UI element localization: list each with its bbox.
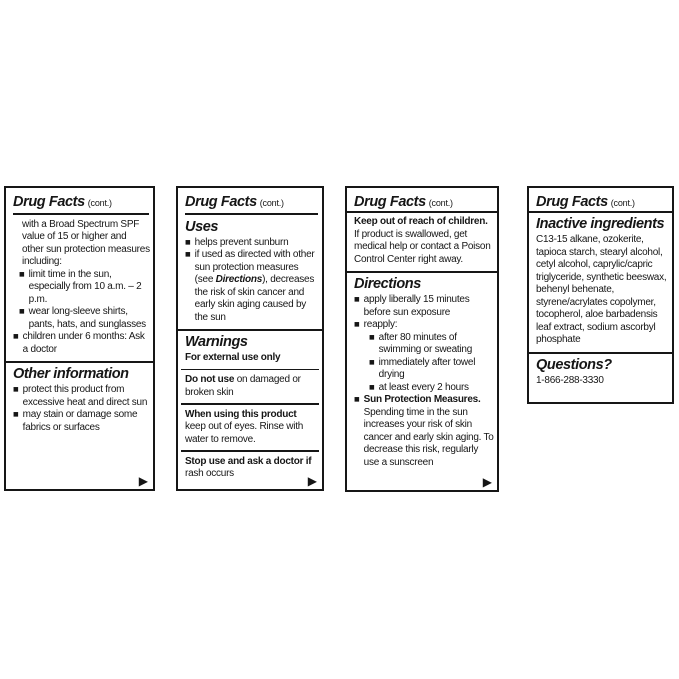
bullet-square-icon: ■ xyxy=(13,411,19,418)
drug-facts-cont-label: (cont.) xyxy=(428,198,453,208)
heading-rule xyxy=(529,211,672,213)
list-item-text: Sun Protection Measures. Spending time in the sun increases your risk of skin cancer and early skin aging. To decrease this risk, regularly use a sunscreen xyxy=(363,394,494,468)
when-using-text: When using this product keep out of eyes. Rinse with water to remove. xyxy=(185,408,304,445)
heading-rule xyxy=(185,213,318,215)
warnings-sub-divider xyxy=(181,403,319,405)
questions-phone-number: 1-866-288-3330 xyxy=(536,374,604,386)
bullet-square-icon: ■ xyxy=(354,321,360,328)
section-divider xyxy=(178,329,322,331)
drug-facts-heading xyxy=(347,188,497,211)
drug-facts-heading xyxy=(178,188,322,211)
continue-arrow-icon: ▶ xyxy=(482,474,492,489)
list-item xyxy=(347,294,497,319)
list-item xyxy=(347,394,497,469)
list-item xyxy=(178,237,322,250)
drug-facts-panel-1 xyxy=(4,186,155,491)
list-item-text: apply liberally 15 minutes before sun exposure xyxy=(363,294,470,318)
bullet-square-icon: ■ xyxy=(369,358,375,366)
list-item-text: if used as directed with other sun protection measures (see Directions), decreases the risk of skin cancer and early skin aging caused by the sun xyxy=(194,249,315,323)
drug-facts-panel-2 xyxy=(176,186,324,491)
other-information-heading: Other information xyxy=(13,366,129,382)
list-item xyxy=(347,382,497,395)
drug-facts-title: Drug Facts xyxy=(354,194,426,210)
do-not-use-text: Do not use on damaged or broken skin xyxy=(185,374,301,398)
list-item-text: protect this product from excessive heat and direct sun xyxy=(22,384,148,408)
section-divider xyxy=(6,361,153,363)
list-item-text: at least every 2 hours xyxy=(378,381,469,393)
list-item xyxy=(347,319,497,332)
warnings-sub-divider xyxy=(181,369,319,371)
stop-use-text: Stop use and ask a doctor if rash occurs xyxy=(185,455,312,479)
bullet-square-icon: ■ xyxy=(354,296,360,303)
continue-arrow-icon: ▶ xyxy=(138,473,148,488)
directions-reference: Directions xyxy=(215,274,263,285)
keep-out-of-reach-text: Keep out of reach of children. If product is swallowed, get medical help or contact a Poison Control Center right away. xyxy=(354,216,491,265)
drug-facts-heading xyxy=(529,188,672,211)
list-item xyxy=(6,409,153,434)
continue-arrow-icon: ▶ xyxy=(307,473,317,488)
drug-facts-title: Drug Facts xyxy=(185,194,257,210)
warnings-sub-divider xyxy=(181,450,319,452)
warnings-heading: Warnings xyxy=(185,334,248,350)
bullet-square-icon: ■ xyxy=(19,308,25,315)
heading-rule xyxy=(13,213,149,215)
list-item-text: reapply: xyxy=(363,319,398,330)
list-item xyxy=(6,269,153,307)
bullet-square-icon: ■ xyxy=(369,383,375,391)
list-item-text: children under 6 months: Ask a doctor xyxy=(22,331,145,355)
drug-facts-panel-4 xyxy=(527,186,674,404)
questions-heading: Questions? xyxy=(536,356,612,373)
drug-facts-cont-label: (cont.) xyxy=(87,198,112,208)
bullet-square-icon: ■ xyxy=(354,396,360,403)
list-item xyxy=(6,331,153,356)
list-item-text: limit time in the sun, especially from 10 a.m. – 2 p.m. xyxy=(28,268,142,305)
bullet-square-icon: ■ xyxy=(185,251,191,258)
list-item xyxy=(6,306,153,331)
drug-facts-cont-label: (cont.) xyxy=(259,198,284,208)
section-divider xyxy=(529,352,672,354)
uses-heading: Uses xyxy=(185,218,219,235)
sun-protection-measures-label: Sun Protection Measures. xyxy=(363,394,481,405)
drug-facts-cont-label: (cont.) xyxy=(610,198,635,208)
inactive-ingredients-text: C13-15 alkane, ozokerite, tapioca starch, stearyl alcohol, cetyl alcohol, caprylic/capric triglyceride, synthetic beeswax, behenyl behenate, styrene/acrylates copolymer, tocopherol, aloe barbadensis leaf extract, sodium ascorbyl phosphate xyxy=(536,234,667,345)
list-item-text: after 80 minutes of swimming or sweating xyxy=(378,331,473,355)
list-item-text: wear long-sleeve shirts, pants, hats, and sunglasses xyxy=(28,306,146,330)
drug-facts-title: Drug Facts xyxy=(13,194,85,210)
bullet-square-icon: ■ xyxy=(185,238,191,246)
heading-rule xyxy=(347,211,497,213)
bullet-square-icon: ■ xyxy=(13,386,19,393)
drug-facts-panel-3 xyxy=(345,186,499,492)
list-item xyxy=(178,249,322,324)
list-item-text: may stain or damage some fabrics or surfaces xyxy=(22,409,138,433)
bullet-square-icon: ■ xyxy=(19,270,25,278)
list-item-text: immediately after towel drying xyxy=(378,356,476,380)
bullet-square-icon: ■ xyxy=(369,333,375,341)
list-item xyxy=(347,332,497,357)
section-divider xyxy=(347,271,497,273)
list-item-text: helps prevent sunburn xyxy=(194,236,289,248)
drug-facts-title: Drug Facts xyxy=(536,194,608,210)
list-item xyxy=(6,384,153,409)
list-item xyxy=(347,357,497,382)
directions-heading: Directions xyxy=(354,276,421,292)
inactive-ingredients-heading: Inactive ingredients xyxy=(536,216,665,232)
external-use-text: For external use only xyxy=(185,352,281,363)
drug-facts-heading xyxy=(6,188,153,211)
bullet-square-icon: ■ xyxy=(13,333,19,340)
directions-continuation-text: with a Broad Spectrum SPF value of 15 or higher and other sun protection measures including: xyxy=(22,218,150,267)
